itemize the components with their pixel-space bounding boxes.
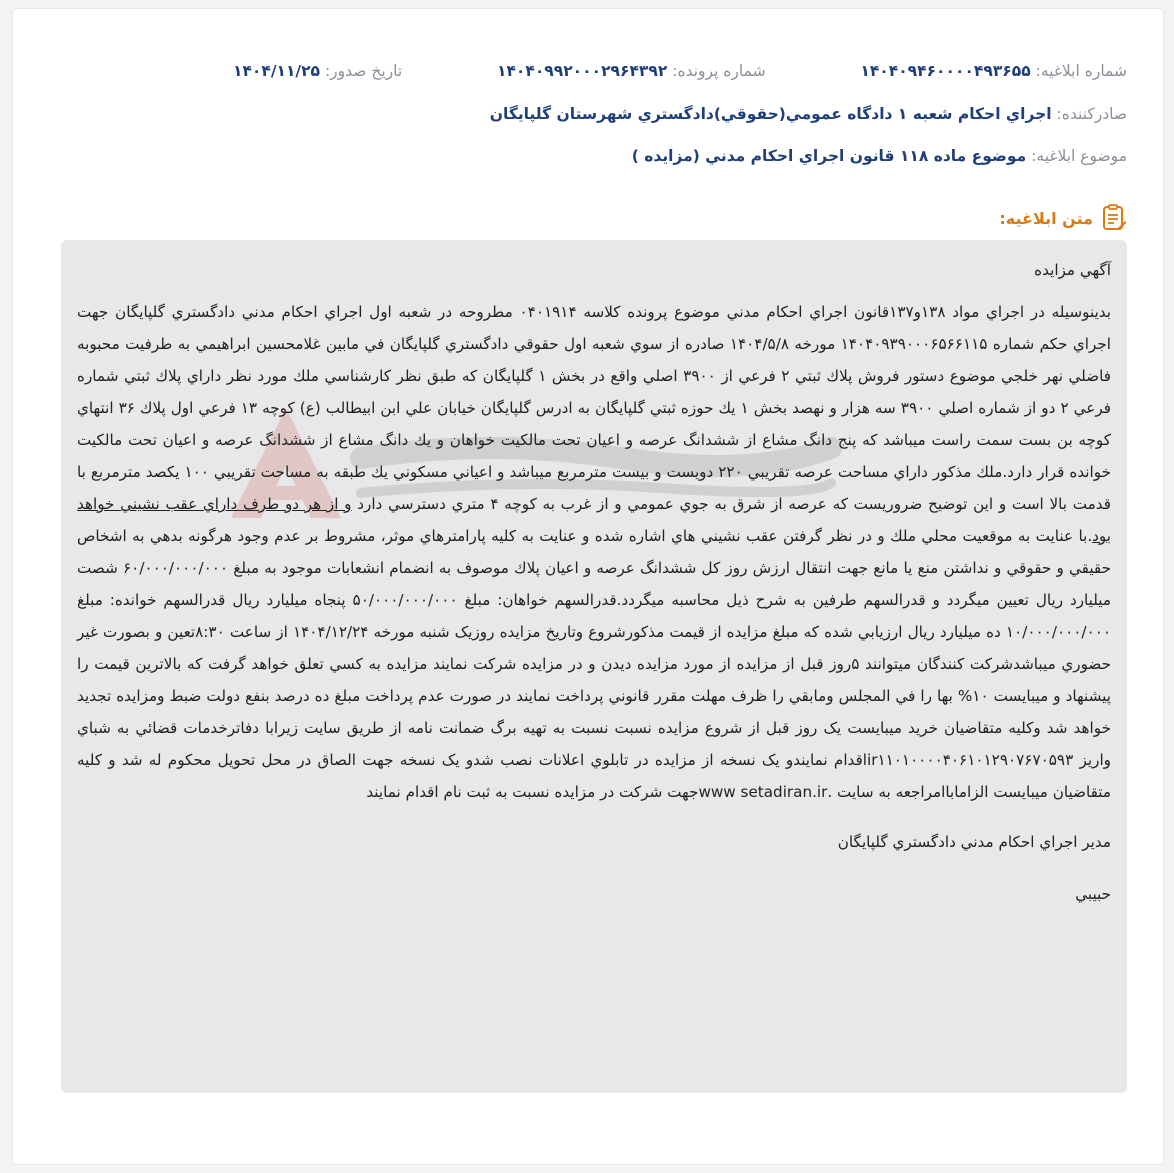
notice-heading: آگهي مزايده xyxy=(1034,261,1111,279)
header-row-issuer xyxy=(490,102,1127,126)
issue-date xyxy=(233,59,402,83)
header-row-numbers xyxy=(233,59,1127,83)
notice-text xyxy=(77,254,1111,910)
case-number xyxy=(497,59,766,83)
document-icon xyxy=(1101,204,1127,232)
notice-number xyxy=(860,59,1127,83)
notice-number-label: شماره ابلاغيه: xyxy=(1035,62,1127,80)
paragraph-part-2: .با عنايت به موقعيت محلي ملك و در نظر گرفتن عقب نشيني هاي اشاره شده و عنايت به كليه پارامترهاي موثر، مشروط بر عدم وجود هرگونه بدهي به اشخاص حقيقي و حقوقي و نداشتن منع يا مانع جهت انتقال ارزش روز كل ششدانگ عرصه و اعيان پلاك موصوف به انضمام انشعابات موجود به مبلغ ۶۰/۰۰۰/۰۰۰/۰۰۰ شصت ميليارد ريال تعيين ميگردد و قدرالسهم طرفين به شرح ذيل محاسبه ميگردد.قدرالسهم خواهان: مبلغ ۵۰/۰۰۰/۰۰۰/۰۰۰ پنجاه ميليارد ريال قدرالسهم خوانده: مبلغ ۱۰/۰۰۰/۰۰۰/۰۰۰ ده ميليارد ريال ارزيابي شده كه مبلغ مزايده از قيمت مذكورشروع وتاريخ مزايده روزيک شنبه مورخه ۱۴۰۴/۱۲/۲۴ از ساعت ۸:۳۰تعين و بصورت غير حضوري ميباشدشرکت کنندگان ميتوانند ۵روز قبل از مزايده از مورد مزايده ديدن و در مزايده شرکت نمايند مزايده به کسي تعلق خواهد گرفت که بالاترين قيمت را پيشنهاد و ميبايست ۱۰% بها را في المجلس ومابقي را ظرف مهلت مقرر قانوني پرداخت نمايند در صورت عدم پرداخت مبلغ ده درصد بنفع دولت ضبط ومزايده تجديد خواهد شد وکليه متقاضيان خريد ميبايست يک روز قبل از شروع مزايده نسبت نسبت به تهيه برگ ضمانت نامه از طريق سايت زيرابا دفاترخدمات قضائي به شباي واريز ir۱۱۰۱۰۰۰۰۴۰۶۱۰۱۲۹۰۷۶۷۰۵۹۳اقدام نمايندو يک نسخه از مزايده در تابلوي اعلانات نصب شدو يک نسخه جهت الصاق در محل تحويل محکوم له شد و کليه متقاضيان ميبايست الزاماباامراجعه به سايت .www setadiran.irجهت شرکت در مزايده نسبت به ثبت نام اقدام نمايند xyxy=(77,527,1112,801)
paragraph-part-1: بدينوسيله در اجراي مواد ۱۳۸و۱۳۷قانون اجراي احكام مدني موضوع پرونده كلاسه ۰۴۰۱۹۱۴ مطروحه در شعبه اول اجراي احكام مدني دادگستري گلپايگان جهت اجراي حكم شماره ۱۴۰۴۰۹۳۹۰۰۰۶۵۶۶۱۱۵ مورخه ۱۴۰۴/۵/۸ صادره از سوي شعبه اول حقوقي دادگستري گلپايگان في مابين غلامحسين ابراهيمي به طرفيت محبوبه فاضلي نهر خلجي موضوع دستور فروش پلاك ثبتي ۲ فرعي از ۳۹۰۰ اصلي واقع در بخش ۱ گلپايگان كه طبق نظر كارشناسي ملك مورد نظر داراي پلاك ثبتي شماره فرعي ۲ دو از شماره اصلي ۳۹۰۰ سه هزار و نهصد بخش ۱ يك حوزه ثبتي گلپايگان به ادرس گلپايگان خيابان علي ابن ابيطالب (ع) كوچه ۱۳ فرعي اول پلاك ۳۶ انتهاي كوچه بن بست سمت راست ميباشد كه پنج دانگ مشاع از ششدانگ عرصه و اعيان تحت مالكيت خواهان و يك دانگ مشاع از ششدانگ عرصه و اعيان تحت مالكيت خوانده قرار دارد.ملك مذكور داراي مساحت عرصه تقريبي ۲۲۰ دويست و بيست مترمربع ميباشد و اعياني مسكوني يك طبقه به مساحت تقريبي ۱۰۰ يكصد مترمربع با قدمت بالا است و اين توضيح ضروريست كه عرصه از شرق به جوي عمومي و از غرب به كوچه ۴ متري دسترسي دارد xyxy=(77,303,1112,513)
issuer-label: صادرکننده: xyxy=(1056,105,1127,123)
issue-date-value: ۱۴۰۴/۱۱/۲۵ xyxy=(233,62,321,80)
issue-date-label: تاريخ صدور: xyxy=(324,62,403,80)
notice-number-value: ۱۴۰۴۰۹۴۶۰۰۰۰۴۹۳۶۵۵ xyxy=(860,62,1031,80)
case-number-value: ۱۴۰۴۰۹۹۲۰۰۰۲۹۶۴۳۹۲ xyxy=(497,62,668,80)
section-title-text: متن ابلاغيه: xyxy=(999,208,1093,228)
notice-card xyxy=(12,8,1164,1165)
subject-value: موضوع ماده ۱۱۸ قانون اجراي احكام مدني (مزايده ) xyxy=(631,147,1027,165)
case-number-label: شماره پرونده: xyxy=(672,62,766,80)
header-row-subject xyxy=(632,144,1127,168)
section-title xyxy=(999,204,1127,232)
signature-name: حبيبي xyxy=(1075,885,1111,903)
notice-body xyxy=(61,240,1127,1093)
issuer-value: اجراي احکام شعبه ۱ دادگاه عمومي(حقوقي)دادگستري شهرستان گلپايگان xyxy=(489,105,1052,123)
paragraph-underlined: و از هر دو طرف داراي عقب نشيني خواهد بود xyxy=(77,495,1111,545)
signature-title: مدير اجراي احكام مدني دادگستري گلپايگان xyxy=(837,833,1111,851)
notice-paragraph xyxy=(77,296,1111,808)
subject-label: موضوع ابلاغيه: xyxy=(1031,147,1127,165)
